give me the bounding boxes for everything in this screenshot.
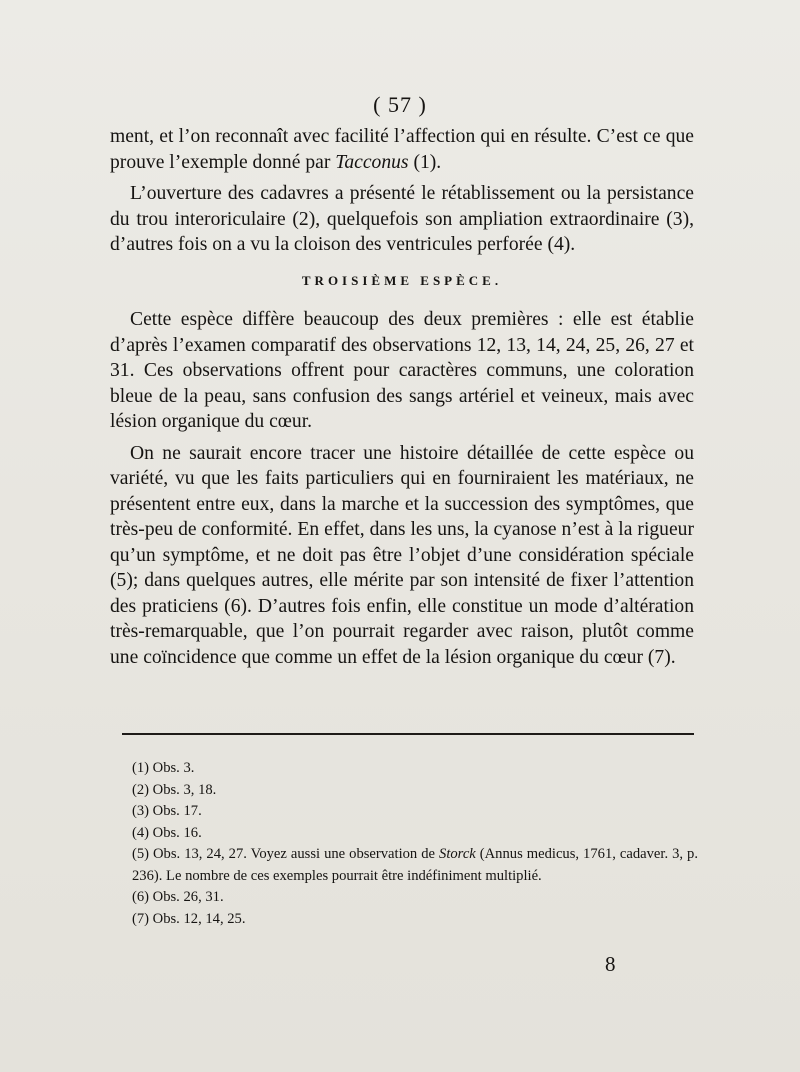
footnote: (7) Obs. 12, 14, 25. bbox=[132, 910, 246, 927]
paragraph: Cette espèce diffère beaucoup des deux premières : elle est établie d’après l’examen comparatif des observations 12, 13, 14, 24, 25, 26, 27 et 31. Ces observations offrent pour caractères communs, une coloration bleue de la peau, sans confusion des sangs artériel et veineux, mais avec lésion organique du cœur. bbox=[110, 309, 694, 432]
author-name-italic: Storck bbox=[439, 846, 476, 862]
main-text bbox=[110, 124, 694, 670]
footnote: (6) Obs. 26, 31. bbox=[132, 889, 224, 905]
paragraph-continuation bbox=[110, 124, 694, 175]
section-heading: TROISIÈME ESPÈCE. bbox=[301, 272, 503, 288]
paragraph-text: ment, et l’on reconnaît avec facilité l’affection qui en résulte. C’est ce que prouve l’exemple donné par bbox=[110, 126, 694, 173]
page-number: ( 57 ) bbox=[373, 92, 427, 117]
signature-mark: 8 bbox=[605, 952, 616, 976]
footnote: (4) Obs. 16. bbox=[132, 824, 202, 841]
footnote-text: (5) Obs. 13, 24, 27. Voyez aussi une observation de bbox=[132, 846, 440, 862]
paragraph-text: (1). bbox=[408, 151, 442, 173]
paragraph: L’ouverture des cadavres a présenté le rétablissement ou la persistance du trou interoriculaire (2), quelquefois son ampliation extraordinaire (3), d’autres fois on a vu la cloison des ventricules perforée (4). bbox=[110, 183, 694, 255]
footnote: (3) Obs. 17. bbox=[132, 803, 202, 819]
author-name-italic: Tacconus bbox=[335, 151, 409, 173]
footnote: (2) Obs. 3, 18. bbox=[132, 781, 217, 798]
footnotes bbox=[116, 758, 698, 930]
footnote-divider bbox=[122, 733, 694, 735]
footnote bbox=[116, 844, 698, 887]
footnote: (1) Obs. 3. bbox=[132, 760, 195, 776]
paragraph: On ne saurait encore tracer une histoire détaillée de cette espèce ou variété, vu que les faits particuliers qui en fourniraient les matériaux, ne présentent entre eux, dans la marche et la succession des symptômes, que très-peu de conformité. En effet, dans les uns, la cyanose n’est à la rigueur qu’un symptôme, et ne doit pas être l’objet d’une considération spéciale (5); dans quelques autres, elle mérite par son intensité de fixer l’attention des praticiens (6). D’autres fois enfin, elle constitue un mode d’altération très-remarquable, que l’on pourrait regarder avec raison, plutôt comme une coïncidence que comme un effet de la lésion organique du cœur (7). bbox=[110, 442, 694, 668]
footnote-text: (Annus medicus, 1761, cadaver. 3, p. 236). Le nombre de ces exemples pourrait être indéfiniment multiplié. bbox=[132, 846, 698, 884]
